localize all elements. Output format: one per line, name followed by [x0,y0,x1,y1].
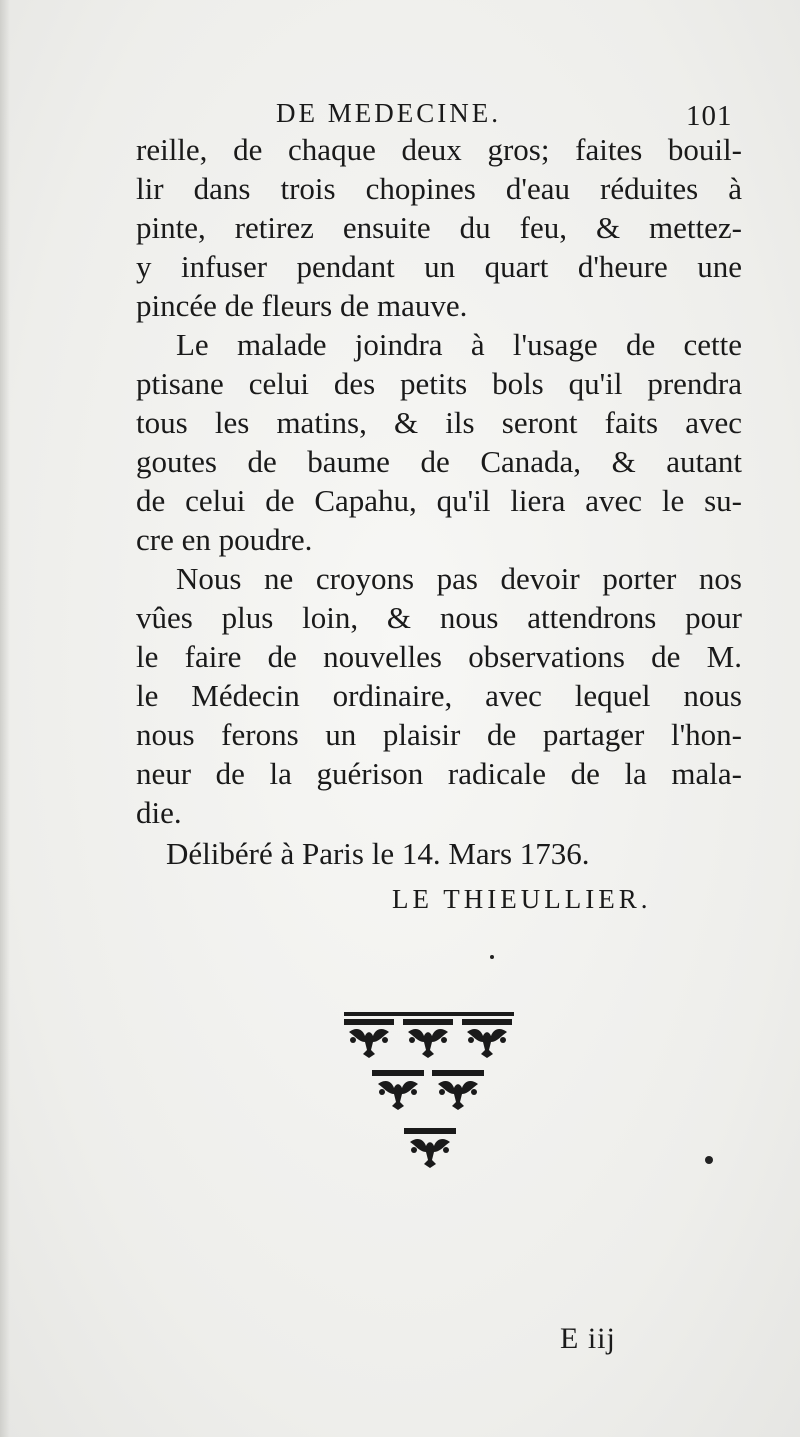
page-number: 101 [686,100,733,132]
signature: LE THIEULLIER. [392,884,652,914]
fleuron-ornament-icon [340,1010,520,1190]
running-head: DE MEDECINE. [276,98,501,128]
text-line: vûes plus loin, & nous attendrons pour [136,600,742,635]
ink-speck [705,1156,713,1164]
text-line: pinte, retirez ensuite du feu, & mettez- [136,210,742,245]
text-line: pincée de fleurs de mauve. [136,288,468,323]
dateline: Délibéré à Paris le 14. Mars 1736. [166,836,590,871]
text-line: neur de la guérison radicale de la mala- [136,756,742,791]
paragraph-2 [136,325,742,559]
text-line: die. [136,795,182,830]
text-line: tous les matins, & ils seront faits avec [136,405,742,440]
text-line: le faire de nouvelles observations de M. [136,639,742,674]
text-line: cre en poudre. [136,522,313,557]
ink-speck [490,955,494,959]
signature-mark: E iij [560,1322,616,1355]
text-line: reille, de chaque deux gros; faites bouil- [136,132,742,167]
paragraph-3 [136,559,742,832]
text-line: nous ferons un plaisir de partager l'hon- [136,717,742,752]
text-line: y infuser pendant un quart d'heure une [136,249,742,284]
body-text [136,130,742,832]
text-line: lir dans trois chopines d'eau réduites à [136,171,742,206]
text-line: de celui de Capahu, qu'il liera avec le su- [136,483,742,518]
text-line: goutes de baume de Canada, & autant [136,444,742,479]
text-line: Nous ne croyons pas devoir porter nos [176,561,742,596]
paragraph-1 [136,130,742,325]
text-line: le Médecin ordinaire, avec lequel nous [136,678,742,713]
text-line: Le malade joindra à l'usage de cette [176,327,742,362]
page-edge-shadow [0,0,10,1437]
text-line: ptisane celui des petits bols qu'il prendra [136,366,742,401]
